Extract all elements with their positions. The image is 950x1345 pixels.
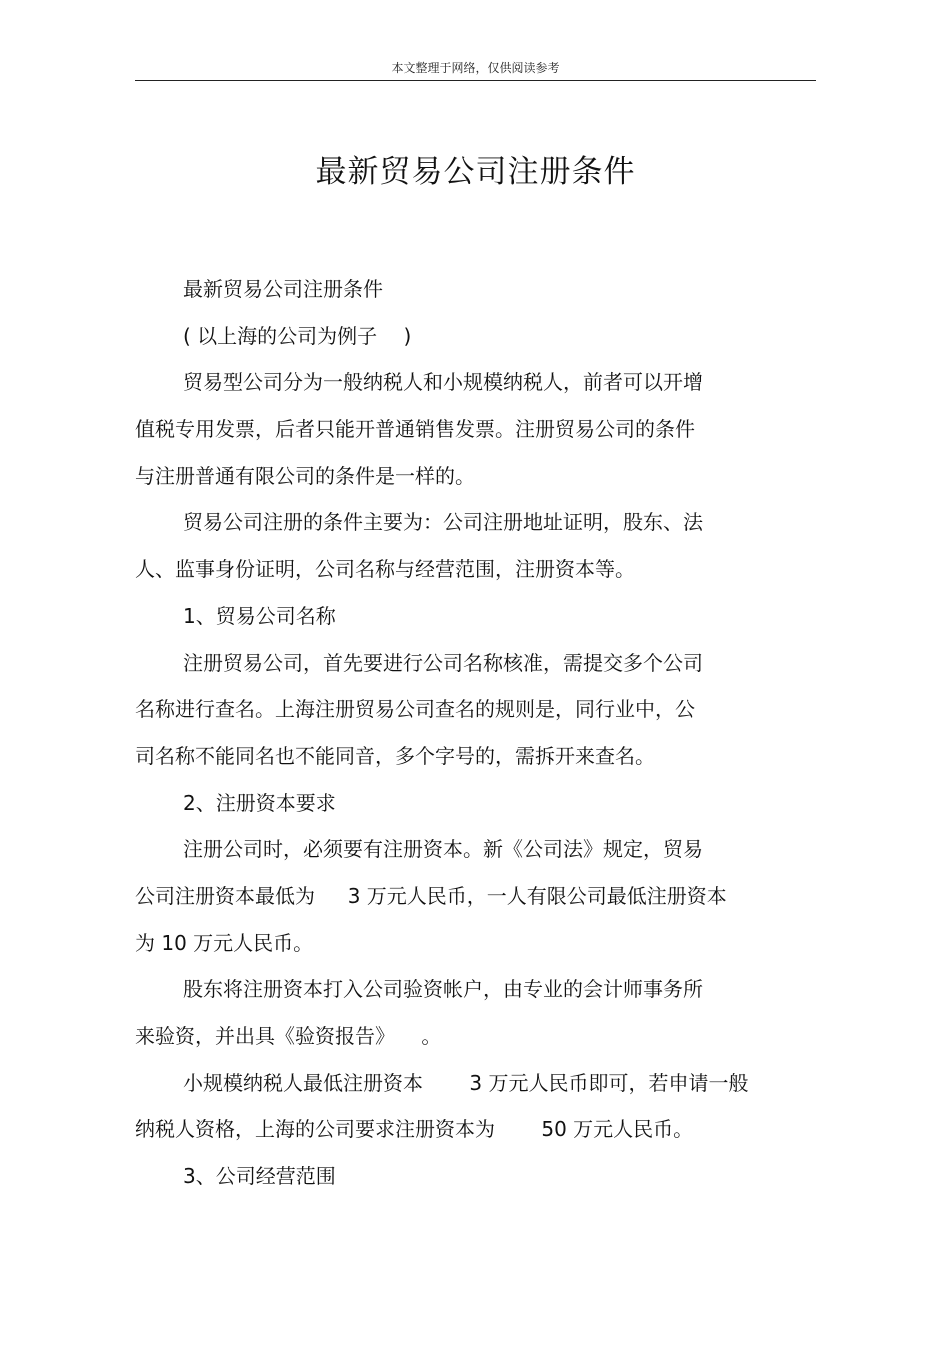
page-header	[135, 58, 816, 81]
section-heading: 2、注册资本要求	[183, 790, 336, 815]
paragraph-line: 名称进行查名。上海注册贸易公司查名的规则是，同行业中，公	[135, 697, 695, 722]
paragraph-line: 注册公司时，必须要有注册资本。新《公司法》规定，贸易	[183, 837, 703, 862]
subtitle-line: 最新贸易公司注册条件	[183, 277, 383, 301]
paragraph-line: 贸易型公司分为一般纳税人和小规模纳税人，前者可以开增	[183, 370, 703, 395]
paragraph-line: 人、监事身份证明，公司名称与经营范围，注册资本等。	[135, 557, 635, 582]
paragraph-line: 股东将注册资本打入公司验资帐户，由专业的会计师事务所	[183, 977, 703, 1002]
document-title: 最新贸易公司注册条件	[315, 154, 636, 190]
paragraph-line: 贸易公司注册的条件主要为：公司注册地址证明，股东、法	[183, 510, 703, 535]
paragraph-line: 司名称不能同名也不能同音，多个字号的，需拆开来查名。	[135, 743, 655, 768]
section-heading: 1、贸易公司名称	[183, 603, 336, 628]
example-note-line: ( 以上海的公司为例子 )	[183, 323, 412, 348]
paragraph-line: 值税专用发票，后者只能开普通销售发票。注册贸易公司的条件	[135, 417, 695, 442]
paragraph-line: 来验资，并出具《验资报告》 。	[135, 1024, 442, 1048]
paragraph-line: 为 10 万元人民币。	[135, 930, 314, 955]
paragraph-line: 纳税人资格，上海的公司要求注册资本为 50 万元人民币。	[135, 1117, 694, 1142]
section-heading: 3、公司经营范围	[183, 1164, 336, 1189]
paragraph-line: 公司注册资本最低为 3 万元人民币，一人有限公司最低注册资本	[135, 883, 727, 908]
paragraph-line: 与注册普通有限公司的条件是一样的。	[135, 463, 475, 488]
header-note: 本文整理于网络，仅供阅读参考	[391, 61, 560, 75]
document-body	[135, 266, 816, 1200]
paragraph-line: 注册贸易公司，首先要进行公司名称核准，需提交多个公司	[183, 650, 703, 675]
paragraph-line: 小规模纳税人最低注册资本 3 万元人民币即可，若申请一般	[183, 1070, 749, 1095]
